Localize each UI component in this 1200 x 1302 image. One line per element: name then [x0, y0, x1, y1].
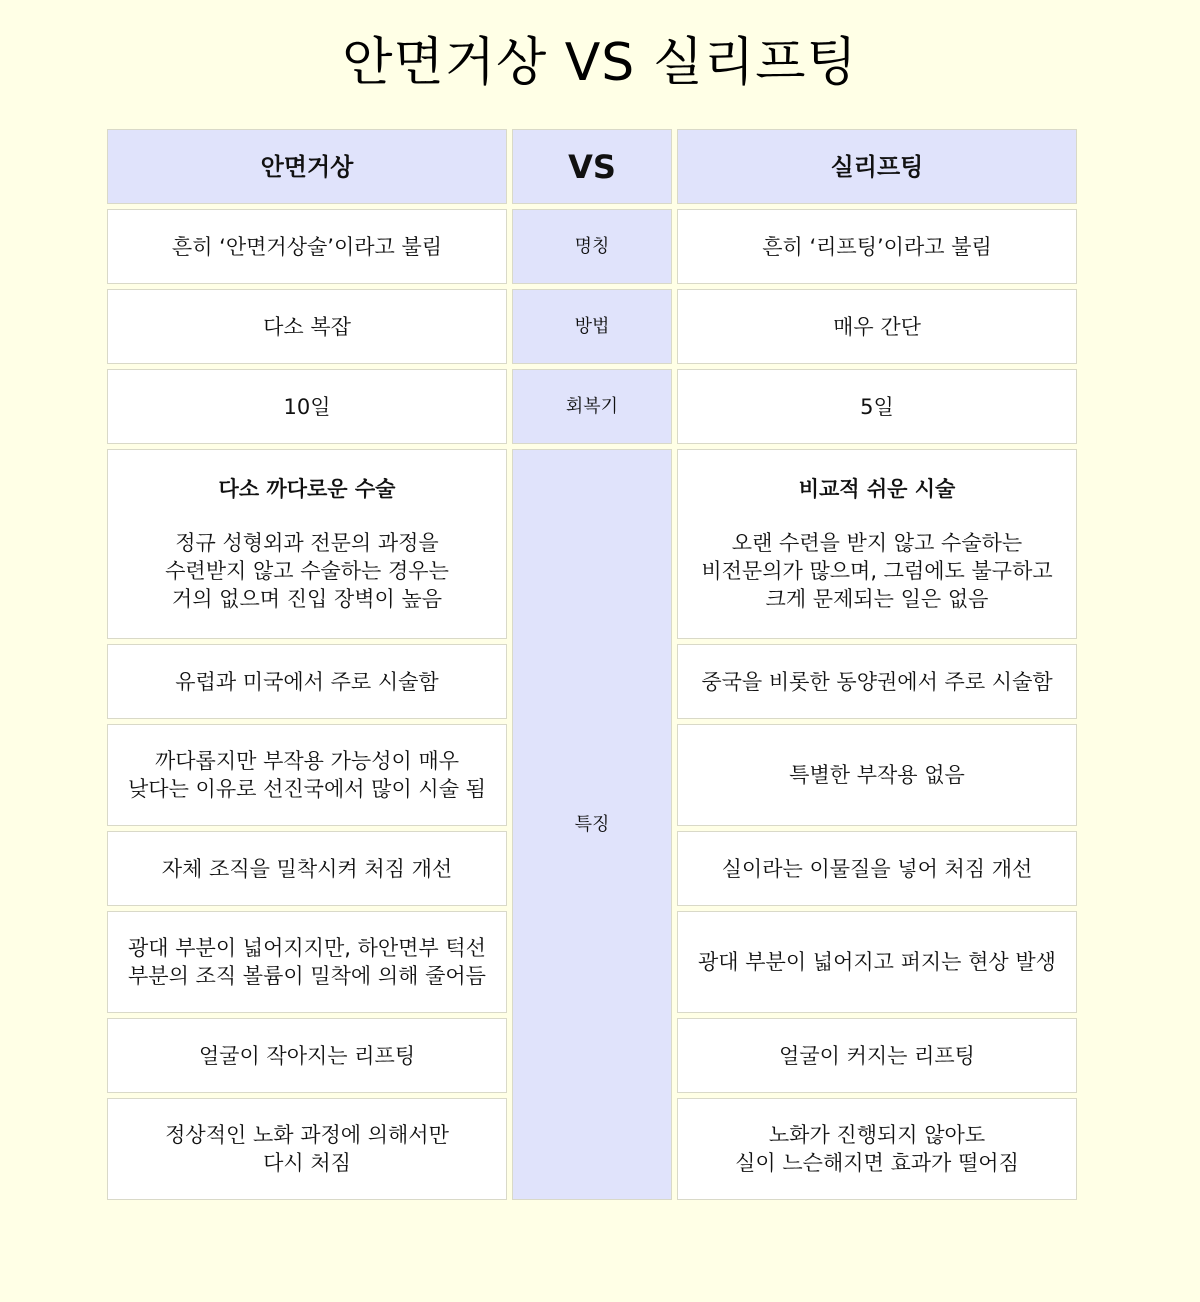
feature-6-left: [107, 1018, 507, 1093]
row-recovery-right: [677, 369, 1077, 444]
cell-text: 비전문의가 많으며, 그럼에도 불구하고: [701, 559, 1053, 583]
cell-text: 노화가 진행되지 않아도: [768, 1123, 986, 1147]
cell-text: 매우 간단: [833, 314, 921, 339]
cell-text: 특별한 부작용 없음: [789, 763, 965, 787]
header-left: [107, 129, 507, 204]
row-recovery-left: [107, 369, 507, 444]
header-vs-label: VS: [568, 147, 616, 186]
row-method-category: [512, 289, 672, 364]
cell-text: 실이 느슨해지면 효과가 떨어짐: [735, 1151, 1019, 1175]
cell-text: 다소 복잡: [263, 314, 351, 339]
cell-text: 유럽과 미국에서 주로 시술함: [175, 669, 439, 694]
cell-text: 얼굴이 작아지는 리프팅: [198, 1043, 416, 1068]
category-label: 명칭: [574, 235, 610, 257]
header-left-label: 안면거상: [260, 152, 354, 181]
feature-1-right: [677, 449, 1077, 639]
row-name-category: [512, 209, 672, 284]
category-label: 회복기: [565, 395, 619, 417]
feature-2-left: [107, 644, 507, 719]
cell-text: 광대 부분이 넓어지고 퍼지는 현상 발생: [698, 950, 1056, 974]
cell-text: 정규 성형외과 전문의 과정을: [175, 531, 439, 555]
cell-text: 얼굴이 커지는 리프팅: [779, 1043, 975, 1068]
cell-text: 수련받지 않고 수술하는 경우는: [165, 559, 449, 583]
row-name-left: [107, 209, 507, 284]
cell-text: 자체 조직을 밀착시켜 처짐 개선: [161, 856, 453, 881]
cell-text: 정상적인 노화 과정에 의해서만: [165, 1123, 449, 1147]
feature-1-left: [107, 449, 507, 639]
cell-text: 광대 부분이 넓어지지만, 하안면부 턱선: [128, 936, 486, 960]
header-right-label: 실리프팅: [830, 152, 924, 181]
feature-5-left: [107, 911, 507, 1013]
row-method-right: [677, 289, 1077, 364]
cell-text: 크게 문제되는 일은 없음: [765, 587, 989, 611]
cell-text: 5일: [860, 394, 894, 419]
cell-text: 낮다는 이유로 선진국에서 많이 시술 됨: [128, 777, 486, 801]
feature-4-left: [107, 831, 507, 906]
feature-2-right: [677, 644, 1077, 719]
cell-text: 까다롭지만 부작용 가능성이 매우: [154, 749, 460, 773]
feature-7-left: [107, 1098, 507, 1200]
cell-text: 흔히 ‘안면거상술’이라고 불림: [171, 234, 443, 259]
cell-text: 오랜 수련을 받지 않고 수술하는: [731, 531, 1023, 555]
page-title: 안면거상 VS 실리프팅: [342, 33, 858, 93]
header-vs: [512, 129, 672, 204]
feature-3-left: [107, 724, 507, 826]
cell-text: 부분의 조직 볼륨이 밀착에 의해 줄어듬: [128, 964, 486, 988]
cell-heading: 비교적 쉬운 시술: [798, 477, 956, 501]
feature-4-right: [677, 831, 1077, 906]
header-right: [677, 129, 1077, 204]
feature-6-right: [677, 1018, 1077, 1093]
row-method-left: [107, 289, 507, 364]
feature-7-right: [677, 1098, 1077, 1200]
cell-heading: 다소 까다로운 수술: [218, 477, 396, 501]
row-recovery-category: [512, 369, 672, 444]
cell-text: 흔히 ‘리프팅’이라고 불림: [762, 234, 992, 259]
cell-text: 거의 없으며 진입 장벽이 높음: [171, 587, 443, 611]
cell-text: 실이라는 이물질을 넣어 처짐 개선: [721, 856, 1033, 881]
cell-text: 다시 처짐: [263, 1151, 351, 1175]
row-features-category: [512, 449, 672, 1200]
category-label: 특징: [574, 813, 610, 835]
feature-5-right: [677, 911, 1077, 1013]
category-label: 방법: [574, 315, 610, 337]
cell-text: 10일: [283, 394, 331, 419]
row-name-right: [677, 209, 1077, 284]
cell-text: 중국을 비롯한 동양권에서 주로 시술함: [701, 669, 1053, 694]
feature-3-right: [677, 724, 1077, 826]
